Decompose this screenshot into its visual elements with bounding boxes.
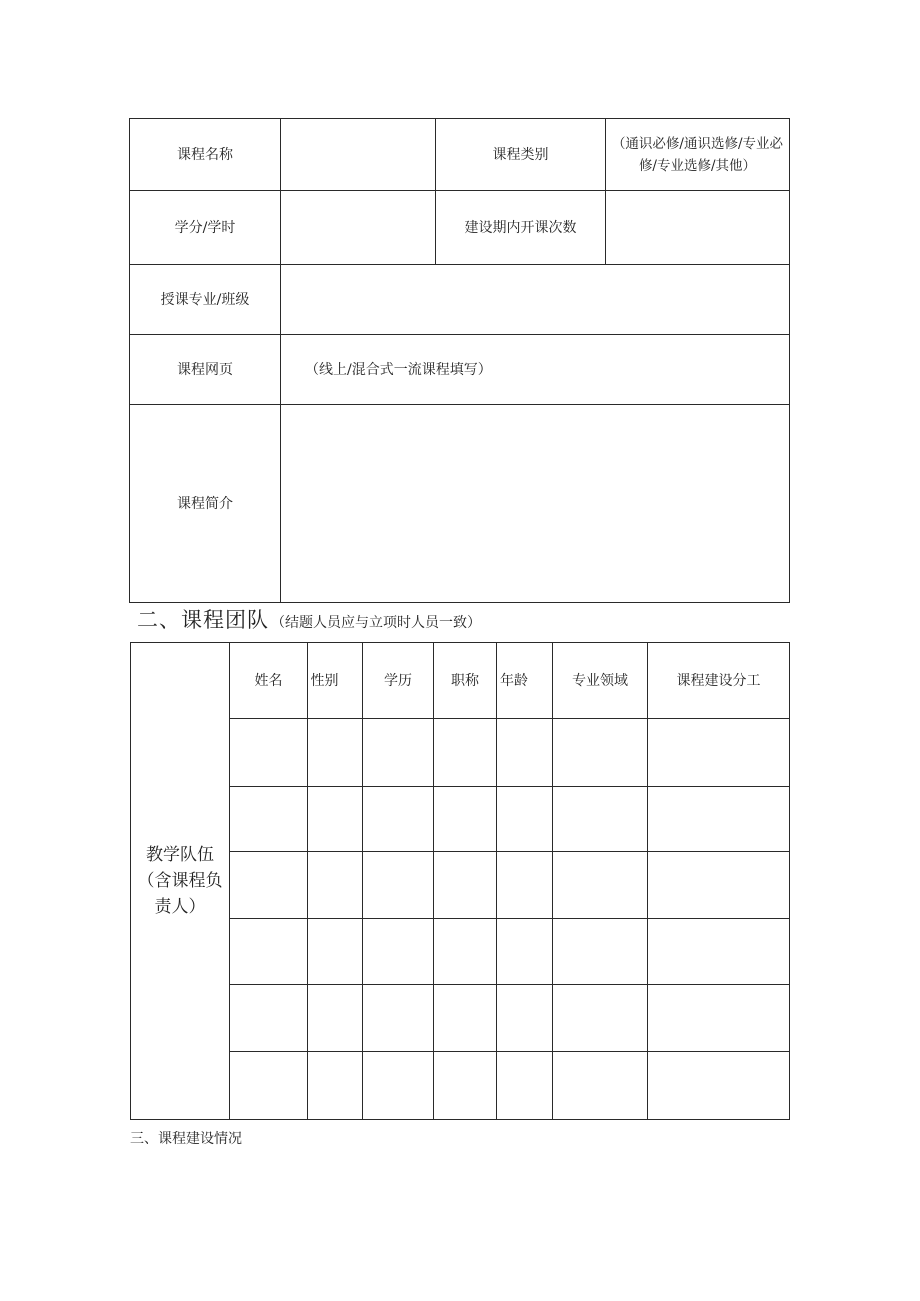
sessions-field[interactable] — [606, 191, 789, 264]
header-name: 姓名 — [254, 672, 283, 689]
team-cell[interactable] — [497, 719, 552, 786]
team-cell[interactable] — [308, 719, 362, 786]
team-cell[interactable] — [308, 919, 362, 984]
team-cell[interactable] — [434, 719, 496, 786]
section-2-note: （结题人员应与立项时人员一致） — [271, 615, 481, 631]
intro-field[interactable] — [281, 405, 789, 602]
major-class-field[interactable] — [281, 265, 789, 334]
team-cell[interactable] — [648, 1052, 789, 1119]
webpage-label: 课程网页 — [177, 361, 233, 378]
team-cell[interactable] — [434, 1052, 496, 1119]
team-cell[interactable] — [230, 1052, 307, 1119]
header-age: 年龄 — [500, 672, 528, 689]
team-cell[interactable] — [230, 985, 307, 1051]
team-cell[interactable] — [308, 1052, 362, 1119]
team-cell[interactable] — [308, 852, 362, 918]
credit-hours-field[interactable] — [281, 191, 435, 264]
team-cell[interactable] — [497, 985, 552, 1051]
credit-hours-label: 学分/学时 — [174, 219, 236, 236]
section-2-title: 二、课程团队 — [137, 608, 269, 632]
team-cell[interactable] — [497, 919, 552, 984]
course-type-options[interactable]: （通识必修/通识选修/专业必修/专业选修/其他） — [611, 135, 784, 174]
course-type-label: 课程类别 — [492, 146, 549, 163]
team-cell[interactable] — [553, 852, 647, 918]
header-title: 职称 — [451, 672, 479, 689]
header-duty: 课程建设分工 — [676, 672, 761, 689]
team-cell[interactable] — [553, 719, 647, 786]
team-cell[interactable] — [230, 719, 307, 786]
webpage-field[interactable]: （线上/混合式一流课程填写） — [305, 361, 492, 378]
team-cell[interactable] — [434, 919, 496, 984]
team-cell[interactable] — [363, 985, 433, 1051]
team-cell[interactable] — [363, 852, 433, 918]
major-class-label: 授课专业/班级 — [160, 291, 250, 308]
team-cell[interactable] — [363, 719, 433, 786]
team-cell[interactable] — [497, 852, 552, 918]
team-cell[interactable] — [434, 985, 496, 1051]
team-cell[interactable] — [230, 787, 307, 851]
section-3-title: 三、课程建设情况 — [130, 1131, 242, 1147]
team-cell[interactable] — [497, 1052, 552, 1119]
team-cell[interactable] — [230, 852, 307, 918]
header-education: 学历 — [384, 672, 412, 689]
team-cell[interactable] — [553, 919, 647, 984]
team-cell[interactable] — [553, 787, 647, 851]
intro-label: 课程简介 — [177, 495, 233, 512]
course-name-field[interactable] — [281, 119, 435, 190]
team-cell[interactable] — [497, 787, 552, 851]
team-cell[interactable] — [363, 919, 433, 984]
team-cell[interactable] — [434, 787, 496, 851]
team-cell[interactable] — [553, 985, 647, 1051]
team-cell[interactable] — [648, 919, 789, 984]
team-cell[interactable] — [648, 985, 789, 1051]
team-cell[interactable] — [363, 1052, 433, 1119]
team-cell[interactable] — [648, 719, 789, 786]
team-cell[interactable] — [553, 1052, 647, 1119]
header-field: 专业领域 — [572, 672, 628, 689]
course-name-label: 课程名称 — [177, 146, 233, 163]
team-cell[interactable] — [648, 852, 789, 918]
course-info-table — [0, 0, 920, 610]
team-table — [0, 600, 920, 1130]
team-cell[interactable] — [230, 919, 307, 984]
team-cell[interactable] — [434, 852, 496, 918]
team-cell[interactable] — [363, 787, 433, 851]
team-cell[interactable] — [308, 985, 362, 1051]
team-row-label: 教学队伍（含课程负责人） — [137, 845, 223, 917]
team-cell[interactable] — [308, 787, 362, 851]
team-cell[interactable] — [648, 787, 789, 851]
header-gender: 性别 — [310, 672, 339, 689]
sessions-label: 建设期内开课次数 — [464, 219, 577, 236]
